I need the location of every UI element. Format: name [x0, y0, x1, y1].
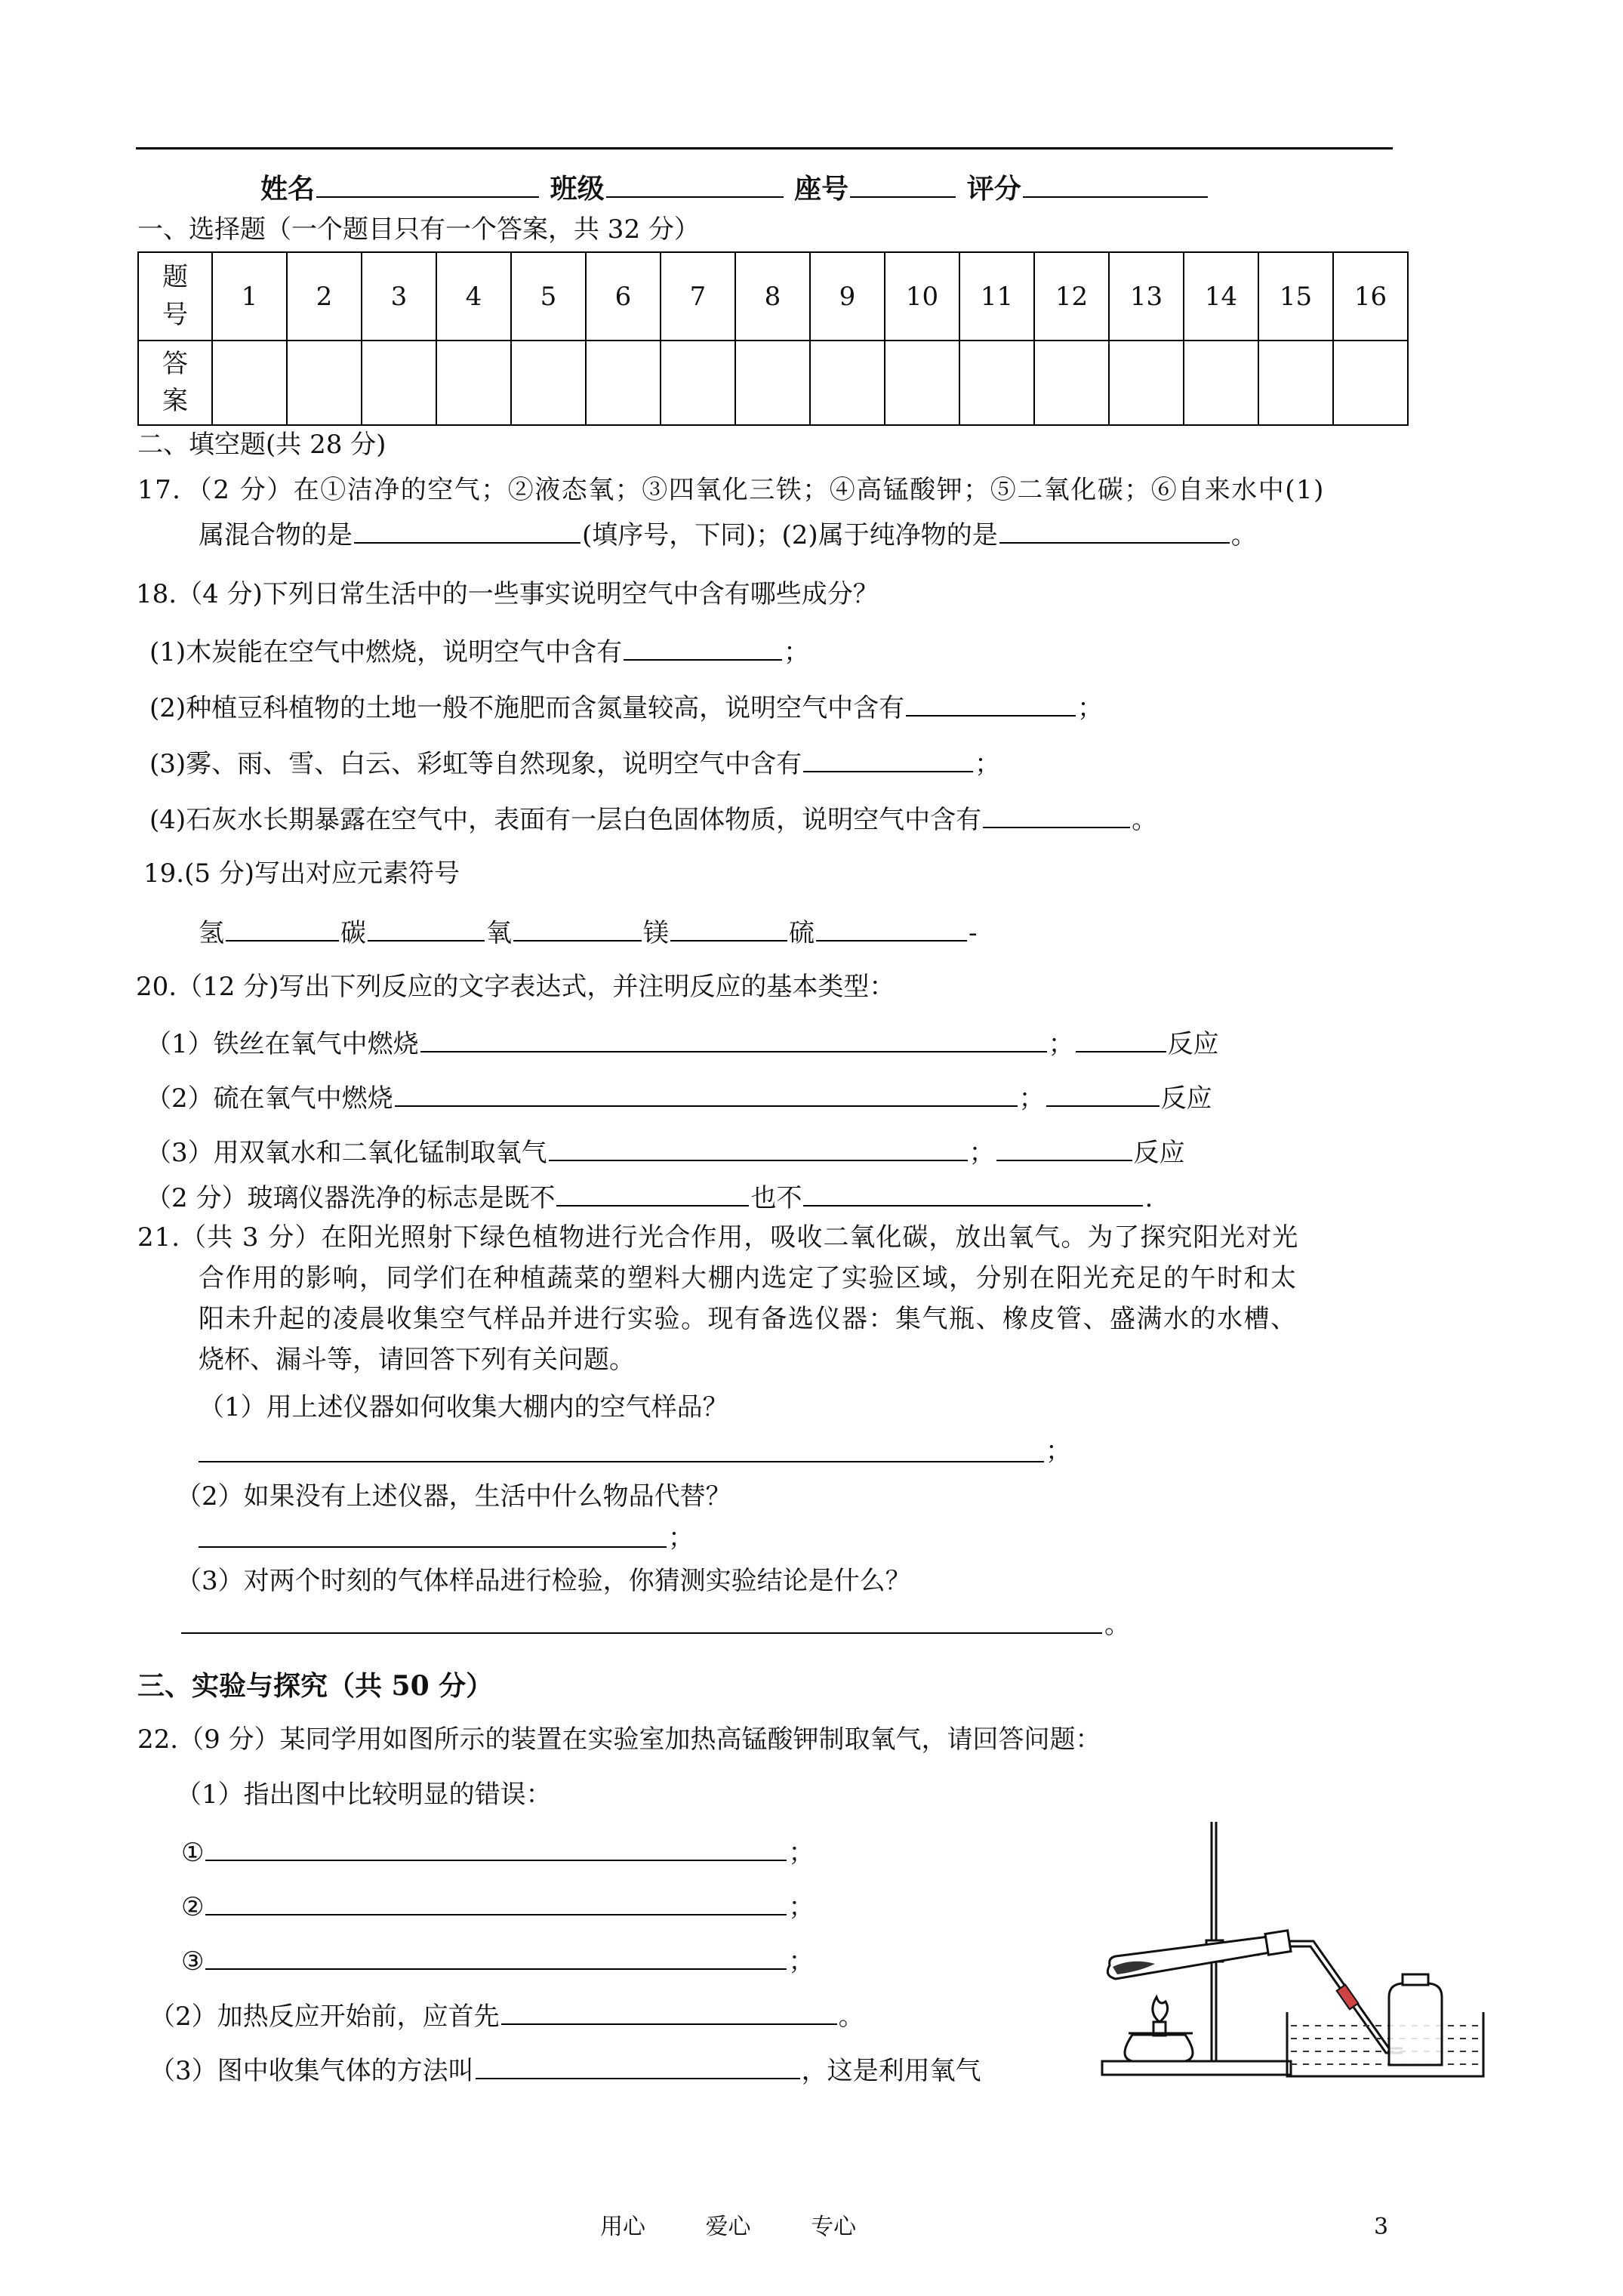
q20-glassware: （2 分）玻璃仪器洗净的标志是既不 也不 .: [146, 1183, 1153, 1213]
sulfur-symbol-blank[interactable]: [816, 917, 967, 942]
seat-field[interactable]: [850, 174, 956, 198]
q20-1-type-blank[interactable]: [1076, 1028, 1166, 1052]
q21-line1: 21.（共 3 分）在阳光照射下绿色植物进行光合作用，吸收二氧化碳，放出氧气。为了探究阳光对光: [137, 1222, 1299, 1253]
question-number-cell: 15: [1258, 252, 1333, 341]
q21-sub3: （3）对两个时刻的气体样品进行检验，你猜测实验结论是什么？: [176, 1566, 911, 1596]
q22-sub2-blank[interactable]: [501, 2001, 837, 2025]
q17-line2: 属混合物的是 (填序号，下同)；(2)属于纯净物的是 。: [199, 520, 1257, 550]
q21-sub1: （1）用上述仪器如何收集大棚内的空气样品？: [199, 1392, 728, 1422]
section1-title: 一、选择题（一个题目只有一个答案，共 32 分）: [137, 214, 700, 245]
footer-motto: [600, 2216, 856, 2239]
answer-cell[interactable]: [959, 341, 1034, 425]
q22-error-1: ① ；: [181, 1838, 815, 1868]
question-number-cell: 8: [735, 252, 810, 341]
q18-item-1: (1)木炭能在空气中燃烧，说明空气中含有 ；: [149, 637, 810, 667]
q20-item-1: （1）铁丝在氧气中燃烧 ； 反应: [146, 1029, 1219, 1059]
answer-header: 答 案: [138, 341, 212, 425]
q21-sub2-end: ；: [668, 1523, 694, 1553]
name-label: 姓名: [260, 173, 316, 205]
student-info-line: [260, 173, 1209, 205]
answer-cell[interactable]: [436, 341, 511, 425]
q17-mixture-blank[interactable]: [354, 519, 581, 544]
section2-title: 二、填空题(共 28 分): [137, 430, 387, 460]
question-number-cell: 9: [810, 252, 885, 341]
answer-cell[interactable]: [362, 341, 436, 425]
q21-line3: 阳未升起的凌晨收集空气样品并进行实验。现有备选仪器：集气瓶、橡皮管、盛满水的水槽、: [199, 1304, 1298, 1334]
motto-3: 专心: [811, 2214, 857, 2240]
section3-title: 三、实验与探究（共 50 分）: [137, 1670, 494, 1702]
q21-sub2-answer-line[interactable]: [199, 1546, 667, 1548]
q20-item-2: （2）硫在氧气中燃烧 ； 反应: [146, 1083, 1212, 1114]
score-label: 评分: [966, 173, 1021, 205]
answer-cell[interactable]: [1184, 341, 1258, 425]
q22-sub3: （3）图中收集气体的方法叫 ，这是利用氧气: [149, 2056, 981, 2086]
question-number-cell: 3: [362, 252, 436, 341]
q21-sub3-answer-line[interactable]: [181, 1632, 1102, 1634]
question-number-cell: 1: [212, 252, 287, 341]
seat-label: 座号: [794, 173, 849, 205]
question-number-cell: 13: [1109, 252, 1184, 341]
answer-cell[interactable]: [1034, 341, 1109, 425]
q20-title: 20.（12 分)写出下列反应的文字表达式，并注明反应的基本类型：: [136, 972, 895, 1002]
q17-line1: 17．（2 分）在①洁净的空气；②液态氧；③四氧化三铁；④高锰酸钾；⑤二氧化碳；⑥自来水中(1): [137, 475, 1325, 505]
question-number-header: 题 号: [138, 252, 212, 341]
error-2-blank[interactable]: [205, 1891, 787, 1915]
q18-item-3: (3)雾、雨、雪、白云、彩虹等自然现象，说明空气中含有 ；: [149, 749, 1001, 779]
page-number: 3: [1374, 2214, 1389, 2240]
motto-1: 用心: [600, 2214, 645, 2240]
q19-elements: 氢 碳 氧 镁 硫 -: [199, 918, 978, 948]
q21-line4: 烧杯、漏斗等，请回答下列有关问题。: [199, 1345, 635, 1375]
hydrogen-symbol-blank[interactable]: [226, 917, 339, 942]
q17-pure-blank[interactable]: [999, 519, 1230, 544]
q20-3-equation-blank[interactable]: [549, 1137, 968, 1161]
top-rule: [136, 147, 1393, 149]
answer-cell[interactable]: [735, 341, 810, 425]
answer-cell[interactable]: [661, 341, 735, 425]
q21-sub1-answer-line[interactable]: [199, 1461, 1044, 1462]
q21-line2: 合作用的影响，同学们在种植蔬菜的塑料大棚内选定了实验区域，分别在阳光充足的午时和太: [199, 1263, 1298, 1293]
question-number-cell: 10: [885, 252, 959, 341]
answer-cell[interactable]: [1258, 341, 1333, 425]
question-number-cell: 14: [1184, 252, 1258, 341]
q18-4-blank[interactable]: [983, 804, 1130, 828]
answer-cell[interactable]: [586, 341, 661, 425]
question-number-cell: 7: [661, 252, 735, 341]
q22-error-2: ② ；: [181, 1892, 815, 1922]
answer-cell[interactable]: [810, 341, 885, 425]
q18-3-blank[interactable]: [803, 748, 973, 772]
q18-item-2: (2)种植豆科植物的土地一般不施肥而含氮量较高，说明空气中含有 ；: [149, 693, 1104, 723]
score-field[interactable]: [1023, 174, 1208, 198]
q18-2-blank[interactable]: [906, 692, 1076, 717]
q22-sub2: （2）加热反应开始前，应首先 。: [149, 2002, 864, 2032]
question-number-cell: 5: [511, 252, 586, 341]
name-field[interactable]: [316, 174, 539, 198]
q18-title: 18.（4 分)下列日常生活中的一些事实说明空气中含有哪些成分？: [136, 579, 879, 609]
oxygen-symbol-blank[interactable]: [513, 917, 642, 942]
q22-sub1: （1）指出图中比较明显的错误：: [176, 1780, 552, 1810]
answer-cell[interactable]: [1109, 341, 1184, 425]
answer-cell[interactable]: [1333, 341, 1408, 425]
q21-sub3-end: 。: [1104, 1610, 1130, 1640]
answer-cell[interactable]: [212, 341, 287, 425]
q20-3-type-blank[interactable]: [996, 1137, 1132, 1161]
question-number-cell: 11: [959, 252, 1034, 341]
answer-cell[interactable]: [287, 341, 362, 425]
q19-title: 19.(5 分)写出对应元素符号: [143, 858, 460, 889]
answer-table: [137, 251, 1409, 426]
glassware-blank-2[interactable]: [803, 1182, 1143, 1207]
class-label: 班级: [550, 173, 605, 205]
question-number-cell: 16: [1333, 252, 1408, 341]
q20-2-type-blank[interactable]: [1046, 1083, 1160, 1107]
q21-sub2: （2）如果没有上述仪器，生活中什么物品代替？: [176, 1481, 731, 1512]
magnesium-symbol-blank[interactable]: [670, 917, 787, 942]
question-number-cell: 4: [436, 252, 511, 341]
answer-cell[interactable]: [511, 341, 586, 425]
oxygen-apparatus-figure: [1087, 1808, 1491, 2088]
question-number-cell: 2: [287, 252, 362, 341]
q20-2-equation-blank[interactable]: [395, 1083, 1018, 1107]
q22-title: 22.（9 分）某同学用如图所示的装置在实验室加热高锰酸钾制取氧气，请回答问题：: [137, 1724, 1101, 1755]
carbon-symbol-blank[interactable]: [368, 917, 485, 942]
error-1-blank[interactable]: [205, 1837, 787, 1861]
q20-1-equation-blank[interactable]: [420, 1028, 1047, 1052]
answer-cell[interactable]: [885, 341, 959, 425]
error-3-blank[interactable]: [205, 1946, 787, 1970]
motto-2: 爱心: [705, 2214, 751, 2240]
question-number-cell: 12: [1034, 252, 1109, 341]
q21-sub1-end: ；: [1046, 1436, 1071, 1466]
class-field[interactable]: [606, 174, 784, 198]
q18-1-blank[interactable]: [624, 636, 782, 661]
q22-error-3: ③ ；: [181, 1946, 815, 1977]
q18-item-4: (4)石灰水长期暴露在空气中，表面有一层白色固体物质，说明空气中含有 。: [149, 805, 1158, 835]
q22-sub3-blank[interactable]: [476, 2055, 800, 2079]
glassware-blank-1[interactable]: [556, 1182, 749, 1207]
q20-item-3: （3）用双氧水和二氧化锰制取氧气 ； 反应: [146, 1138, 1185, 1168]
question-number-cell: 6: [586, 252, 661, 341]
